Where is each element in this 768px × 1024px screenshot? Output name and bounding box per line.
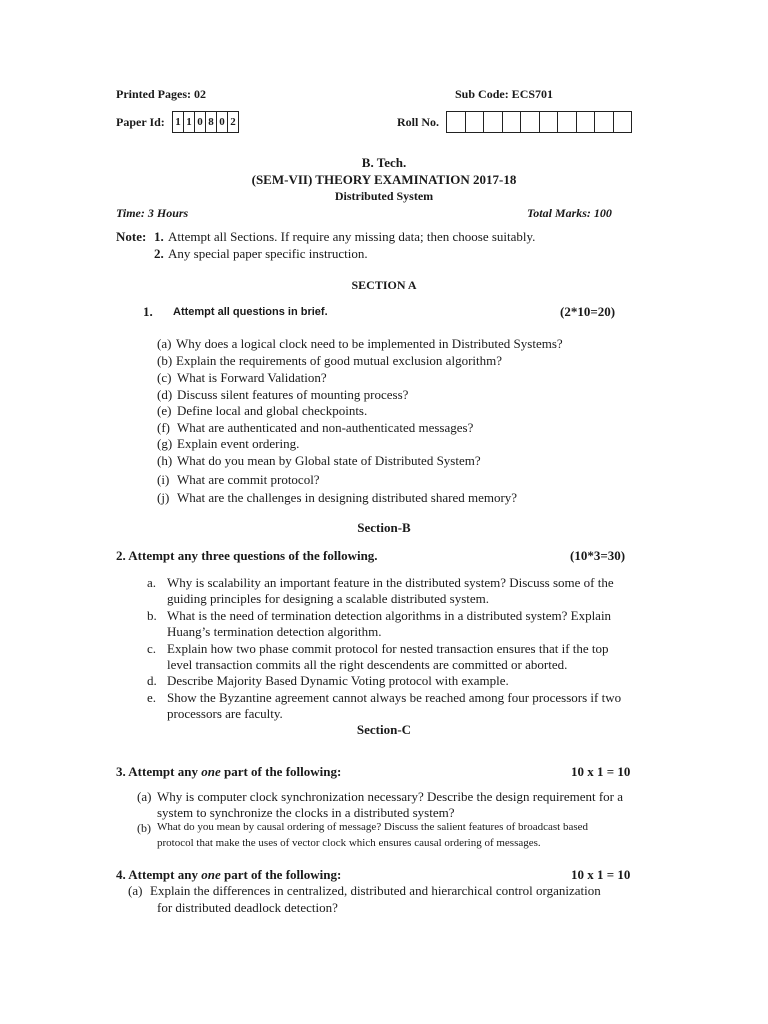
roll-no-box bbox=[557, 111, 577, 133]
paper-id-digit: 1 bbox=[183, 111, 195, 133]
roll-no-label: Roll No. bbox=[397, 115, 439, 129]
roll-no-boxes bbox=[447, 111, 632, 133]
section-a-heading: SECTION A bbox=[351, 278, 417, 292]
q3-instruction: 3. Attempt any one part of the following: bbox=[116, 764, 342, 779]
note-1-text: Attempt all Sections. If require any missing data; then choose suitably. bbox=[168, 229, 536, 244]
section-c-heading: Section-C bbox=[356, 722, 412, 737]
q2-instruction: 2. Attempt any three questions of the following. bbox=[116, 548, 378, 563]
q1-number: 1. bbox=[143, 304, 153, 319]
note-1-num: 1. bbox=[154, 229, 164, 244]
section-b-heading: Section-B bbox=[357, 520, 411, 535]
roll-no-box bbox=[502, 111, 522, 133]
printed-pages: Printed Pages: 02 bbox=[116, 87, 206, 101]
q1-instruction: Attempt all questions in brief. bbox=[173, 306, 328, 318]
q4-instruction: 4. Attempt any one part of the following: bbox=[116, 867, 342, 882]
q2-marks: (10*3=30) bbox=[570, 548, 626, 563]
roll-no-box bbox=[465, 111, 485, 133]
paper-id-label: Paper Id: bbox=[116, 115, 165, 129]
paper-id-digit: 0 bbox=[216, 111, 228, 133]
paper-id-digit: 0 bbox=[194, 111, 206, 133]
note-2-text: Any special paper specific instruction. bbox=[168, 246, 368, 261]
roll-no-box bbox=[613, 111, 633, 133]
roll-no-box bbox=[446, 111, 466, 133]
roll-no-box bbox=[576, 111, 596, 133]
degree-title: B. Tech. bbox=[361, 155, 407, 170]
roll-no-box bbox=[520, 111, 540, 133]
q1-marks: (2*10=20) bbox=[560, 304, 616, 319]
paper-id-digit: 8 bbox=[205, 111, 217, 133]
q4-marks: 10 x 1 = 10 bbox=[571, 867, 631, 882]
roll-no-box bbox=[594, 111, 614, 133]
paper-id-digit: 1 bbox=[172, 111, 184, 133]
total-marks-label: Total Marks: 100 bbox=[527, 206, 612, 220]
note-label: Note: bbox=[116, 229, 147, 244]
roll-no-box bbox=[483, 111, 503, 133]
time-label: Time: 3 Hours bbox=[116, 206, 189, 220]
q3-marks: 10 x 1 = 10 bbox=[571, 764, 631, 779]
exam-title: (SEM-VII) THEORY EXAMINATION 2017-18 bbox=[251, 172, 517, 187]
paper-id-digit: 2 bbox=[227, 111, 239, 133]
subject-title: Distributed System bbox=[334, 189, 434, 203]
paper-id-boxes bbox=[173, 111, 239, 133]
roll-no-box bbox=[539, 111, 559, 133]
exam-paper: Printed Pages: 02 Sub Code: ECS701 Paper Id: 1 1 0 8 0 2 Roll No. B. Tech. (SEM-VII) THEORY EXAMINATION 2017-18 Distributed System Time: 3 Hours Total Marks: 100 Note: 1. Attempt all Sections. If require any missing data; then choose suitably. 2. Any special paper specific instruction. SECTION A 1. Attempt all questions in brief. (2*10=20) (a) Why does a logical clock need to be implemented in Distributed Systems? (b) Explain the requirements of good mutual exclusion algorithm? (c) What is Forward Validation? (d) Discuss silent features of mounting process? (e) Define local and global checkpoints. (f) What are authenticated and non-authenticated messages? (g) Explain event ordering. (h) What do you mean by Global state of Distributed System? (i) What are commit protocol? (j) What are the challenges in designing distributed shared memory? Section-B 2. Attempt any three questions of the following. (10*3=30) a. Why is scalability an important feature in the distributed system? Discuss some of the guiding principles for designing a scalable distributed system. b. What is the need of termination detection algorithms in a distributed system? Explain Huang’s termination detection algorithm. c. Explain how two phase commit protocol for nested transaction ensures that if the top level transaction commits all the right descendents are committed or aborted. d. Describe Majority Based Dynamic Voting protocol with example. e. Show the Byzantine agreement cannot always be reached among four processors if two processors are faculty. Section-C 3. Attempt any one part of the following: 10 x 1 = 10 (a) Why is computer clock synchronization necessary? Describe the design requirement for a system to synchronize the clocks in a distributed system? (b) What do you mean by causal ordering of message? Discuss the salient features of broadcast based protocol that make the uses of vector clock which ensures causal ordering of messages. 4. Attempt any one part of the following: 10 x 1 = 10 (a) Explain the differences in centralized, distributed and hierarchical control organization for distributed deadlock detection? bbox=[0, 0, 768, 1024]
sub-code: Sub Code: ECS701 bbox=[455, 87, 554, 101]
note-2-num: 2. bbox=[154, 246, 164, 261]
